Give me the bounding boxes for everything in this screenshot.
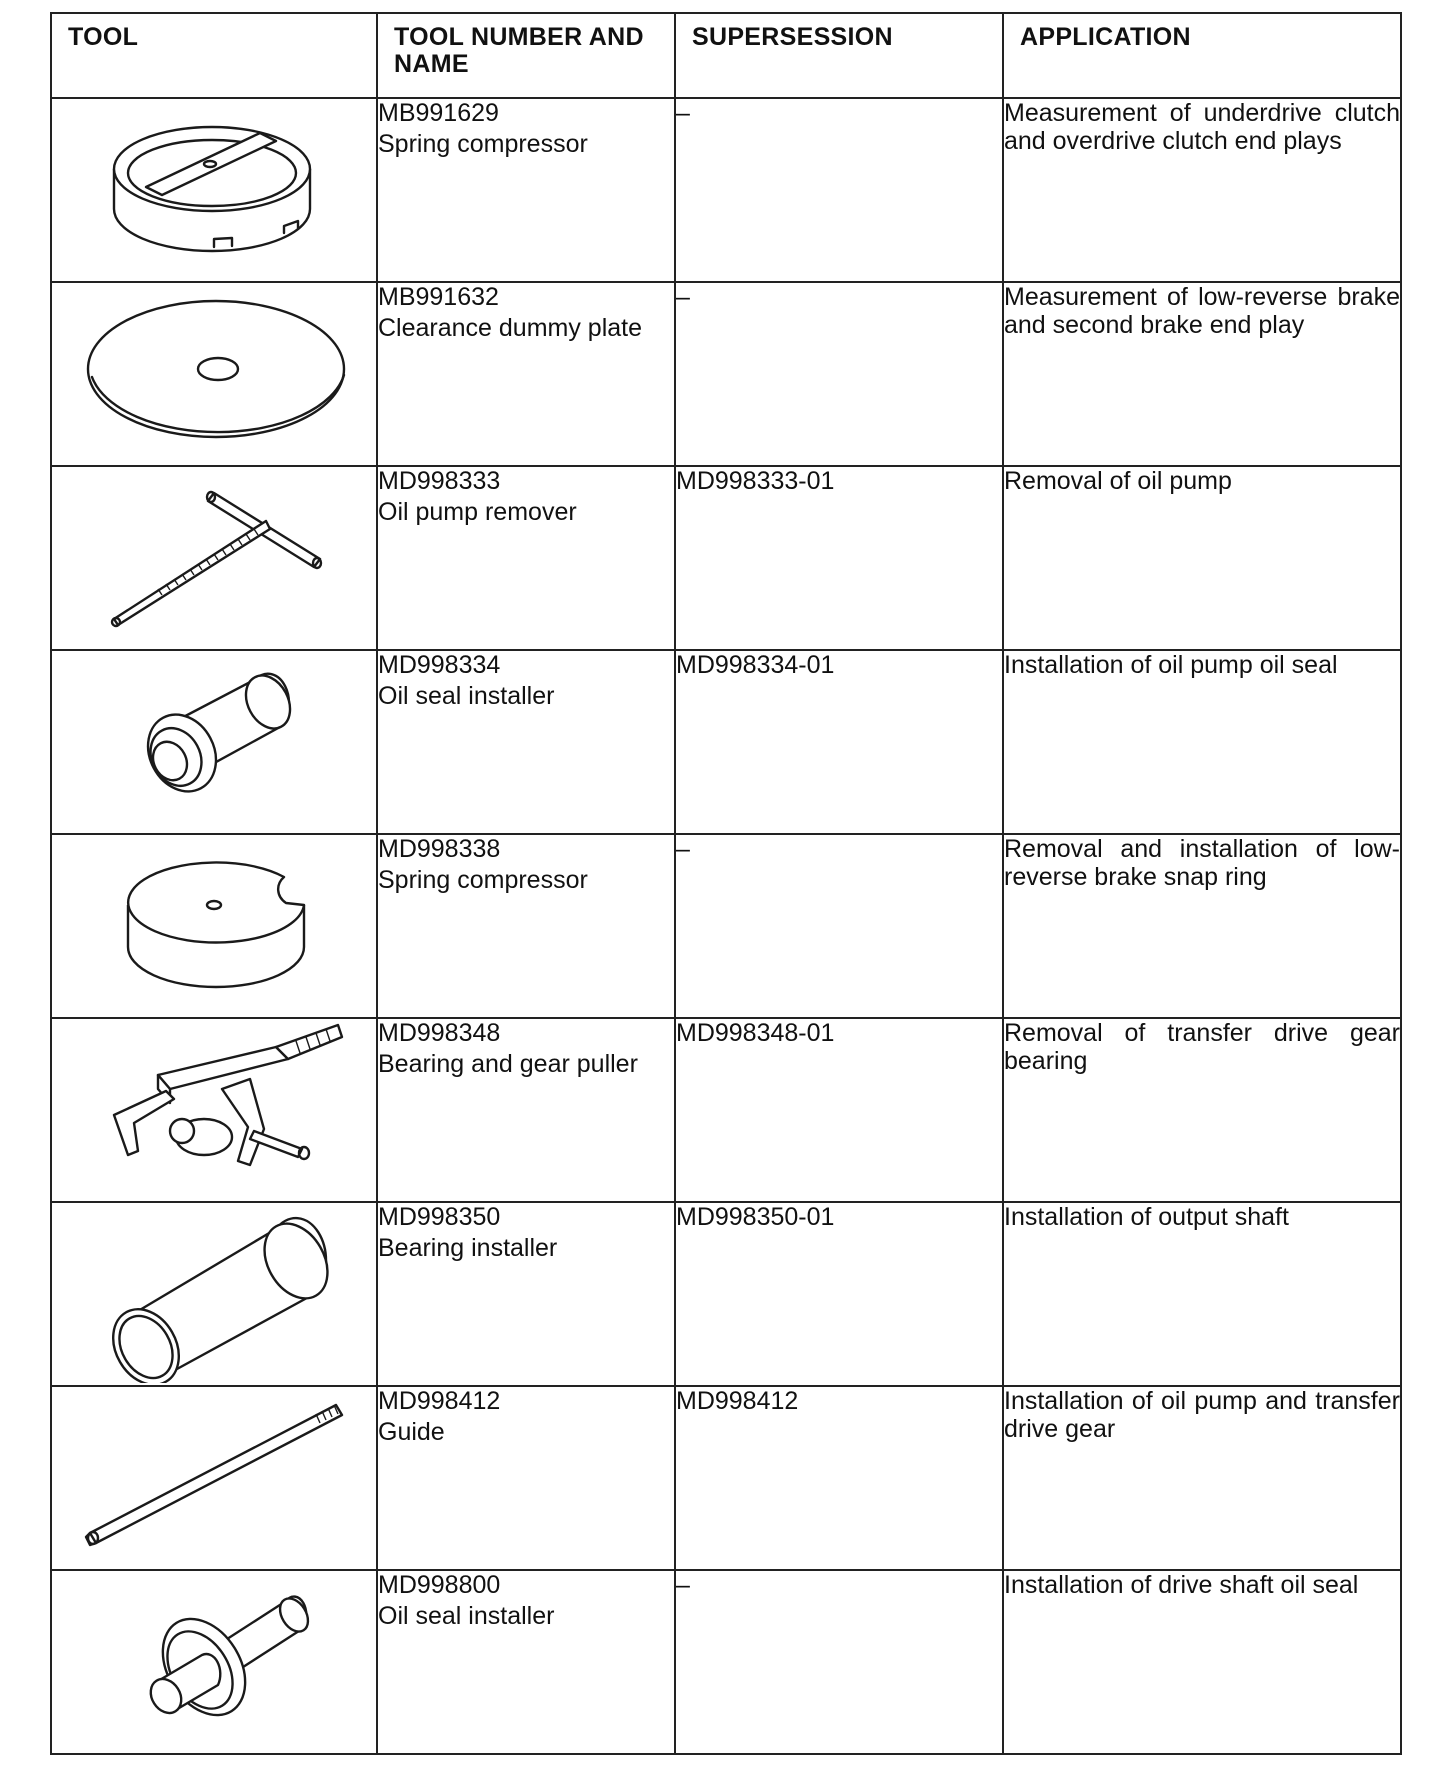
table-row	[51, 1018, 1401, 1202]
tool-number-name-cell	[377, 282, 675, 466]
spring-compressor-ring-icon	[54, 99, 374, 279]
special-tools-table	[50, 12, 1402, 1755]
table-header-row	[51, 13, 1401, 98]
tool-number: MD998350	[378, 1203, 501, 1231]
tool-name: Guide	[378, 1418, 445, 1446]
tool-image-cell	[51, 98, 377, 282]
bearing-installer-tube-icon	[54, 1203, 374, 1383]
supersession-cell: –	[675, 282, 1003, 466]
tool-image-cell	[51, 834, 377, 1018]
tool-number-name-cell	[377, 1570, 675, 1754]
supersession-cell: MD998348-01	[675, 1018, 1003, 1202]
tool-name: Bearing installer	[378, 1234, 558, 1262]
tool-name: Spring compressor	[378, 866, 588, 894]
supersession-cell: MD998412	[675, 1386, 1003, 1570]
supersession-cell: MD998334-01	[675, 650, 1003, 834]
supersession-cell: –	[675, 834, 1003, 1018]
tool-number-name-cell	[377, 650, 675, 834]
table-row	[51, 650, 1401, 834]
header-tool: TOOL	[51, 13, 377, 98]
tool-number: MD998338	[378, 835, 501, 863]
tool-image-cell	[51, 466, 377, 650]
tool-number-name-cell	[377, 466, 675, 650]
application-cell: Installation of oil pump oil seal	[1003, 650, 1401, 834]
supersession-cell: MD998350-01	[675, 1202, 1003, 1386]
table-row	[51, 1386, 1401, 1570]
table-row	[51, 1570, 1401, 1754]
table-row	[51, 834, 1401, 1018]
tool-image-cell	[51, 1018, 377, 1202]
tool-name: Bearing and gear puller	[378, 1050, 638, 1078]
tool-image-cell	[51, 1386, 377, 1570]
header-application: APPLICATION	[1003, 13, 1401, 98]
tool-image-cell	[51, 650, 377, 834]
tool-name: Oil pump remover	[378, 498, 577, 526]
supersession-cell: MD998333-01	[675, 466, 1003, 650]
table-row	[51, 98, 1401, 282]
dummy-plate-icon	[54, 283, 374, 463]
application-cell: Installation of oil pump and transfer drive gear	[1003, 1386, 1401, 1570]
supersession-cell: –	[675, 1570, 1003, 1754]
seal-installer-cylinder-icon	[54, 651, 374, 831]
application-cell: Removal of oil pump	[1003, 466, 1401, 650]
tool-number-name-cell	[377, 1202, 675, 1386]
table-row	[51, 282, 1401, 466]
tool-image-cell	[51, 282, 377, 466]
tool-name: Clearance dummy plate	[378, 314, 643, 342]
table-row	[51, 1202, 1401, 1386]
tool-number-name-cell	[377, 1018, 675, 1202]
tool-name: Spring compressor	[378, 130, 588, 158]
tool-number-name-cell	[377, 834, 675, 1018]
tool-number: MD998412	[378, 1387, 501, 1415]
tool-number: MB991629	[378, 99, 499, 127]
supersession-cell: –	[675, 98, 1003, 282]
tool-number: MD998333	[378, 467, 501, 495]
tool-name: Oil seal installer	[378, 682, 555, 710]
tool-number-name-cell	[377, 1386, 675, 1570]
header-tool-number-and-name: TOOL NUMBER AND NAME	[377, 13, 675, 98]
tool-number: MD998334	[378, 651, 501, 679]
tool-number: MB991632	[378, 283, 499, 311]
header-supersession: SUPERSESSION	[675, 13, 1003, 98]
application-cell: Installation of output shaft	[1003, 1202, 1401, 1386]
drive-shaft-seal-installer-icon	[54, 1571, 374, 1751]
application-cell: Removal of transfer drive gear bearing	[1003, 1018, 1401, 1202]
tool-number: MD998348	[378, 1019, 501, 1047]
tool-number-name-cell	[377, 98, 675, 282]
gear-puller-icon	[54, 1019, 374, 1199]
tool-number: MD998800	[378, 1571, 501, 1599]
application-cell: Measurement of underdrive clutch and overdrive clutch end plays	[1003, 98, 1401, 282]
tool-image-cell	[51, 1570, 377, 1754]
t-handle-remover-icon	[54, 467, 374, 647]
application-cell: Installation of drive shaft oil seal	[1003, 1570, 1401, 1754]
guide-rod-icon	[54, 1387, 374, 1567]
tool-image-cell	[51, 1202, 377, 1386]
application-cell: Measurement of low-reverse brake and second brake end play	[1003, 282, 1401, 466]
table-row	[51, 466, 1401, 650]
application-cell: Removal and installation of low-reverse brake snap ring	[1003, 834, 1401, 1018]
spring-compressor-disc-icon	[54, 835, 374, 1015]
tool-name: Oil seal installer	[378, 1602, 555, 1630]
